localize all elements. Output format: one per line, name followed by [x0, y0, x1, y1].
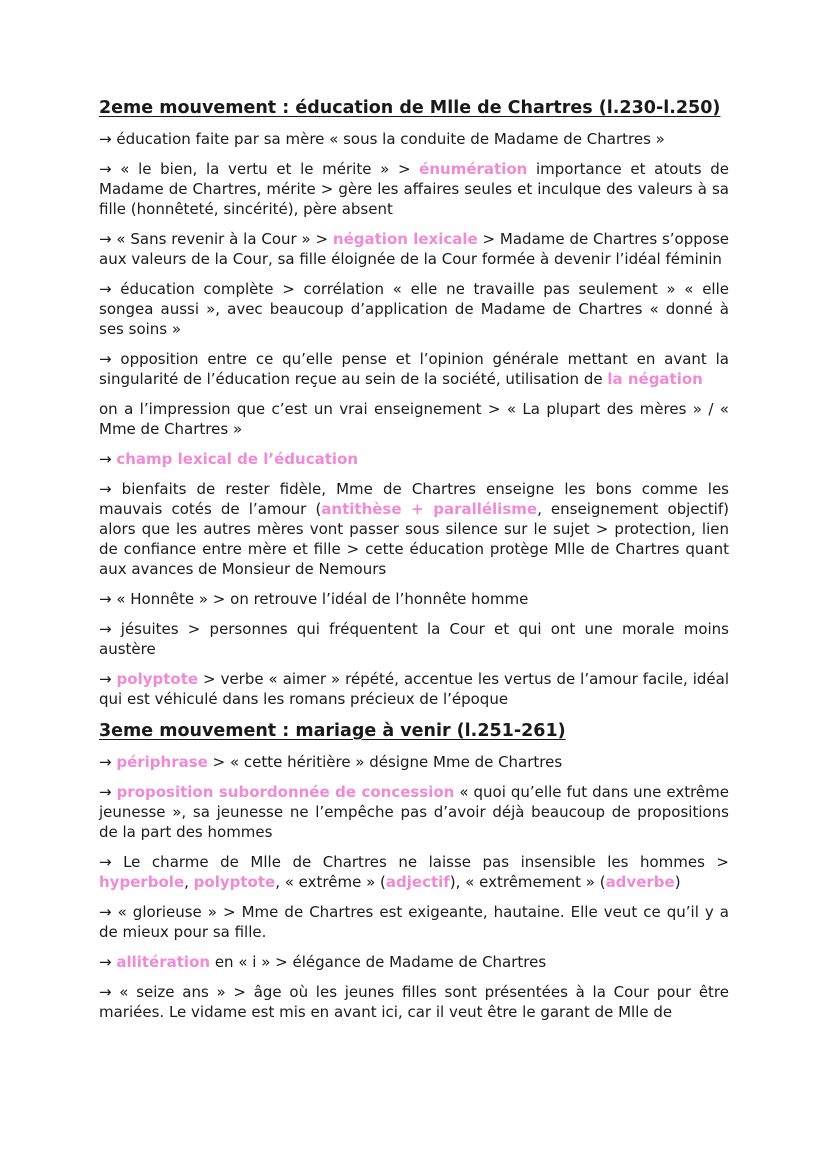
paragraph	[99, 159, 729, 219]
highlighted-term: adverbe	[605, 873, 675, 891]
paragraph	[99, 752, 729, 772]
text-run: ), « extrêmement » (	[449, 873, 606, 891]
text-run: on a l’impression que c’est un vrai enseignement > « La plupart des mères » / « Mme de Chartres »	[99, 400, 729, 438]
highlighted-term: polyptote	[193, 873, 276, 891]
text-run: > verbe « aimer » répété, accentue les vertus de l’amour facile, idéal qui est véhiculé dans les romans précieux de l’époque	[99, 670, 730, 708]
section-heading-mariage: 3eme mouvement : mariage à venir (l.251-261)	[99, 721, 566, 741]
text-run: importance et atouts de Madame de Chartres, mérite > gère les affaires seules et inculque des valeurs à sa fille (honnêteté, sincérité), père absent	[99, 160, 729, 218]
text-run: → éducation complète > corrélation « elle ne travaille pas seulement » « elle songea aussi », avec beaucoup d’application de Madame de Chartres « donné à ses soins »	[99, 280, 729, 338]
text-run: → « Sans revenir à la Cour » >	[99, 230, 333, 248]
text-run: > Madame de Chartres s’oppose aux valeurs de la Cour, sa fille éloignée de la Cour formée à devenir l’idéal féminin	[99, 230, 729, 268]
text-run: , « extrême » (	[275, 873, 386, 891]
paragraph	[99, 782, 729, 842]
text-run: →	[99, 450, 117, 468]
paragraph	[99, 349, 729, 389]
highlighted-term: hyperbole	[99, 873, 185, 891]
text-run: →	[99, 953, 117, 971]
highlighted-term: polyptote	[116, 670, 199, 688]
highlighted-term: proposition subordonnée de concession	[116, 783, 455, 801]
text-run: en « i » > élégance de Madame de Chartres	[210, 953, 547, 971]
section-education-body	[99, 129, 729, 709]
text-run: → « glorieuse » > Mme de Chartres est exigeante, hautaine. Elle veut ce qu’il y a de mieux pour sa fille.	[99, 903, 729, 941]
highlighted-term: allitération	[116, 953, 211, 971]
paragraph	[99, 902, 729, 942]
text-run: )	[674, 873, 681, 891]
paragraph	[99, 449, 729, 469]
highlighted-term: champ lexical de l’éducation	[116, 450, 359, 468]
highlighted-term: énumération	[419, 160, 528, 178]
highlighted-term: négation lexicale	[332, 230, 478, 248]
paragraph	[99, 952, 729, 972]
text-run: →	[99, 670, 117, 688]
text-run: → jésuites > personnes qui fréquentent la Cour et qui ont une morale moins austère	[99, 620, 729, 658]
paragraph	[99, 129, 729, 149]
text-run: ,	[184, 873, 194, 891]
text-run: → « Honnête » > on retrouve l’idéal de l’honnête homme	[99, 590, 529, 608]
paragraph	[99, 619, 729, 659]
text-run: > « cette héritière » désigne Mme de Chartres	[207, 753, 563, 771]
text-run: → Le charme de Mlle de Chartres ne laisse pas insensible les hommes >	[99, 853, 729, 871]
highlighted-term: antithèse + parallélisme	[321, 500, 538, 518]
paragraph	[99, 852, 729, 892]
text-run: →	[99, 753, 117, 771]
paragraph	[99, 279, 729, 339]
paragraph	[99, 479, 729, 579]
highlighted-term: périphrase	[116, 753, 208, 771]
text-run: → éducation faite par sa mère « sous la conduite de Madame de Chartres »	[99, 130, 665, 148]
text-run: → bienfaits de rester fidèle, Mme de Chartres enseigne les bons comme les mauvais cotés de l’amour (	[99, 480, 729, 518]
paragraph	[99, 669, 729, 709]
highlighted-term: la négation	[607, 370, 703, 388]
text-run: → « seize ans » > âge où les jeunes filles sont présentées à la Cour pour être mariées. Le vidame est mis en avant ici, car il veut être le garant de Mlle de	[99, 983, 729, 1021]
paragraph	[99, 399, 729, 439]
paragraph	[99, 589, 729, 609]
paragraph	[99, 982, 729, 1022]
section-heading-education: 2eme mouvement : éducation de Mlle de Chartres (l.230-l.250)	[99, 98, 721, 118]
highlighted-term: adjectif	[385, 873, 450, 891]
text-run: , enseignement objectif) alors que les autres mères vont passer sous silence sur le sujet > protection, lien de confiance entre mère et fille > cette éducation protège Mlle de Chartres quant aux avances de Monsieur de Nemours	[99, 500, 729, 578]
text-run: → « le bien, la vertu et le mérite » >	[99, 160, 420, 178]
text-run: « quoi qu’elle fut dans une extrême jeunesse », sa jeunesse ne l’empêche pas d’avoir déjà beaucoup de propositions de la part des hommes	[99, 783, 729, 841]
text-run: →	[99, 783, 117, 801]
section-mariage-body	[99, 752, 729, 1022]
document-page	[99, 96, 729, 1032]
text-run: → opposition entre ce qu’elle pense et l’opinion générale mettant en avant la singularité de l’éducation reçue au sein de la société, utilisation de	[99, 350, 729, 388]
paragraph	[99, 229, 729, 269]
